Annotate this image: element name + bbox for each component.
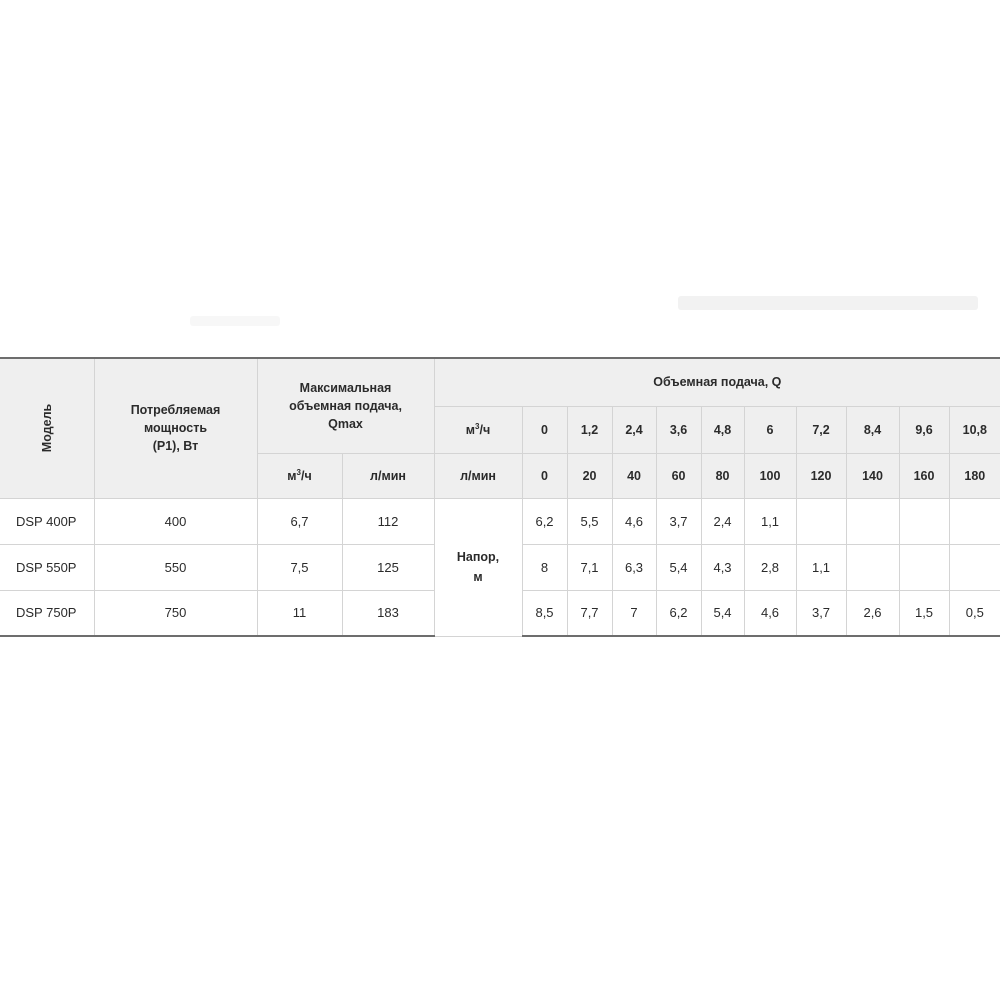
head-value-cell: 6,2: [656, 590, 701, 636]
head-value-cell: 2,4: [701, 498, 744, 544]
background-smudge: [190, 316, 280, 326]
power-cell: 400: [94, 498, 257, 544]
head-value-cell: [899, 498, 949, 544]
power-header-line: Потребляемая: [130, 403, 221, 418]
power-header-line: мощность: [143, 421, 208, 436]
qmax-unit-m3h: $м^3/ч$: [257, 453, 342, 498]
head-value-cell: 7,7: [567, 590, 612, 636]
head-value-cell: 5,5: [567, 498, 612, 544]
qmax-lmin-cell: 112: [342, 498, 434, 544]
head-value-cell: 8,5: [522, 590, 567, 636]
flow-lmin-cell: 180: [949, 453, 1000, 498]
flow-group-label: Объемная подача, Q: [653, 375, 782, 390]
flow-m3h-cell: 8,4: [846, 406, 899, 453]
head-value-cell: 4,6: [744, 590, 796, 636]
flow-lmin-cell: 40: [612, 453, 656, 498]
head-value-cell: 7: [612, 590, 656, 636]
head-value-cell: 5,4: [701, 590, 744, 636]
head-value-cell: 4,3: [701, 544, 744, 590]
head-value-cell: 1,1: [796, 544, 846, 590]
head-value-cell: [846, 498, 899, 544]
flow-lmin-cell: 120: [796, 453, 846, 498]
flow-m3h-cell: 0: [522, 406, 567, 453]
head-value-cell: 3,7: [796, 590, 846, 636]
head-value-cell: 3,7: [656, 498, 701, 544]
flow-m3h-cell: 7,2: [796, 406, 846, 453]
flow-lmin-cell: 20: [567, 453, 612, 498]
power-cell: 550: [94, 544, 257, 590]
flow-lmin-cell: 60: [656, 453, 701, 498]
flow-lmin-cell: 0: [522, 453, 567, 498]
head-value-cell: [796, 498, 846, 544]
head-value-cell: 4,6: [612, 498, 656, 544]
model-cell: DSP 400P: [0, 498, 94, 544]
pump-spec-table: [0, 357, 1000, 637]
head-value-cell: 6,2: [522, 498, 567, 544]
head-value-cell: 6,3: [612, 544, 656, 590]
qmax-m3h-cell: 6,7: [257, 498, 342, 544]
qmax-header-line: Максимальная: [299, 380, 392, 395]
background-smudge: [678, 296, 978, 310]
flow-m3h-cell: 3,6: [656, 406, 701, 453]
head-value-cell: 5,4: [656, 544, 701, 590]
flow-m3h-cell: 4,8: [701, 406, 744, 453]
flow-lmin-cell: 160: [899, 453, 949, 498]
qmax-header-line: Qmax: [328, 416, 363, 431]
model-header-label: Модель: [39, 404, 54, 453]
head-label-line: м: [473, 570, 483, 584]
power-header-line: (P1), Вт: [152, 439, 199, 454]
flow-lmin-cell: 100: [744, 453, 796, 498]
flow-m3h-cell: 10,8: [949, 406, 1000, 453]
model-header: [0, 358, 94, 498]
head-value-cell: 2,8: [744, 544, 796, 590]
flow-m3h-cell: 6: [744, 406, 796, 453]
flow-lmin-cell: 80: [701, 453, 744, 498]
unit-m3h-label: $м^3/ч$: [434, 406, 522, 453]
flow-lmin-cell: 140: [846, 453, 899, 498]
qmax-m3h-cell: 7,5: [257, 544, 342, 590]
qmax-unit-lmin: л/мин: [342, 453, 434, 498]
qmax-m3h-cell: 11: [257, 590, 342, 636]
head-value-cell: 7,1: [567, 544, 612, 590]
head-value-cell: 8: [522, 544, 567, 590]
model-cell: DSP 750P: [0, 590, 94, 636]
unit-lmin-label: л/мин: [434, 453, 522, 498]
qmax-header: [257, 358, 434, 453]
power-cell: 750: [94, 590, 257, 636]
flow-m3h-cell: 1,2: [567, 406, 612, 453]
head-value-cell: 0,5: [949, 590, 1000, 636]
head-value-cell: [899, 544, 949, 590]
table-row: [0, 498, 1000, 544]
flow-m3h-cell: 9,6: [899, 406, 949, 453]
head-value-cell: 1,1: [744, 498, 796, 544]
head-label-cell: [434, 498, 522, 636]
head-label-line: Напор,: [456, 550, 500, 564]
qmax-lmin-cell: 183: [342, 590, 434, 636]
head-value-cell: [846, 544, 899, 590]
flow-m3h-cell: 2,4: [612, 406, 656, 453]
flow-group-header: [434, 358, 1000, 406]
qmax-lmin-cell: 125: [342, 544, 434, 590]
head-value-cell: [949, 498, 1000, 544]
head-value-cell: [949, 544, 1000, 590]
head-value-cell: 2,6: [846, 590, 899, 636]
qmax-header-line: объемная подача,: [289, 398, 402, 413]
head-value-cell: 1,5: [899, 590, 949, 636]
power-header: [94, 358, 257, 498]
model-cell: DSP 550P: [0, 544, 94, 590]
